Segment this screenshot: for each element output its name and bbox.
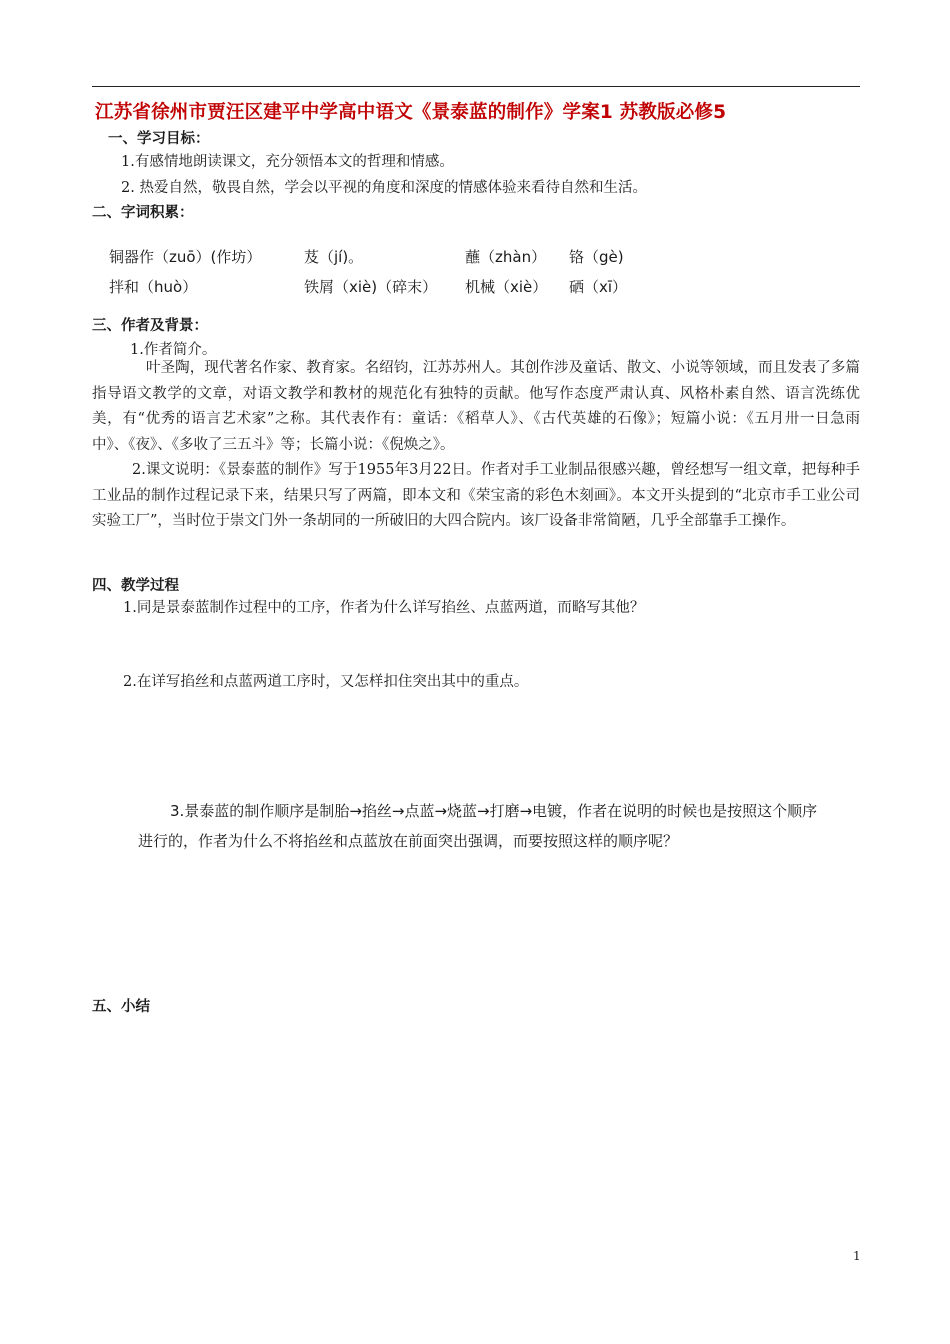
question-2: 2.在详写掐丝和点蓝两道工序时，又怎样扣住突出其中的重点。 [123, 674, 529, 690]
goal-item-2: 2. 热爱自然，敬畏自然，学会以平视的角度和深度的情感体验来看待自然和生活。 [121, 180, 647, 196]
section-heading-goals: 一、学习目标： [108, 131, 210, 147]
vocab-item: 铜器作（zuō）(作坊） [109, 248, 262, 266]
question-3-line-1: 3.景泰蓝的制作顺序是制胎→掐丝→点蓝→烧蓝→打磨→电镀，作者在说明的时候也是按照这个顺序 [170, 802, 818, 820]
author-subheading: 1.作者简介。 [130, 342, 217, 358]
vocab-item: 铬（gè) [569, 248, 624, 266]
vocab-item: 拌和（huò） [109, 278, 198, 296]
vocab-item: 硒（xī） [569, 278, 628, 296]
question-1: 1.同是景泰蓝制作过程中的工序，作者为什么详写掐丝、点蓝两道，而略写其他？ [123, 600, 645, 616]
section-heading-author: 三、作者及背景： [92, 318, 208, 334]
section-heading-process: 四、教学过程 [92, 578, 179, 594]
author-intro-paragraph: 叶圣陶，现代著名作家、教育家。名绍钧，江苏苏州人。其创作涉及童话、散文、小说等领域，而且发表了多篇指导语文教学的文章，对语文教学和教材的规范化有独特的贡献。他写作态度严肃认真、风格朴素自然、语言洗练优美，有“优秀的语言艺术家”之称。其代表作有：童话：《稻草人》、《古代英雄的石像》；短篇小说：《五月卅一日急雨中》、《夜》、《多收了三五斗》等；长篇小说：《倪焕之》。 [92, 360, 860, 453]
header-rule [92, 86, 860, 87]
section-heading-summary: 五、小结 [92, 999, 150, 1015]
page-number: 1 [853, 1249, 861, 1263]
vocab-item: 芨（jí)。 [304, 248, 364, 266]
vocab-item: 蘸（zhàn） [465, 248, 547, 266]
document-title: 江苏省徐州市贾汪区建平中学高中语文《景泰蓝的制作》学案1 苏教版必修5 [95, 102, 727, 123]
question-3-line-2: 进行的，作者为什么不将掐丝和点蓝放在前面突出强调，而要按照这样的顺序呢？ [138, 832, 679, 850]
goal-item-1: 1.有感情地朗读课文，充分领悟本文的哲理和情感。 [121, 154, 454, 170]
background-paragraph: 2.课文说明：《景泰蓝的制作》写于1955年3月22日。作者对手工业制品很感兴趣，曾经想写一组文章，把每种手工业品的制作过程记录下来，结果只写了两篇，即本文和《荣宝斋的彩色木刻画》。本文开头提到的“北京市手工业公司实验工厂”，当时位于崇文门外一条胡同的一所破旧的大四合院内。该厂设备非常简陋，几乎全部靠手工操作。 [92, 462, 860, 529]
vocab-item: 铁屑（xiè)（碎末） [304, 278, 438, 296]
section-heading-vocab: 二、字词积累： [92, 205, 194, 221]
vocab-item: 机械（xiè） [465, 278, 548, 296]
